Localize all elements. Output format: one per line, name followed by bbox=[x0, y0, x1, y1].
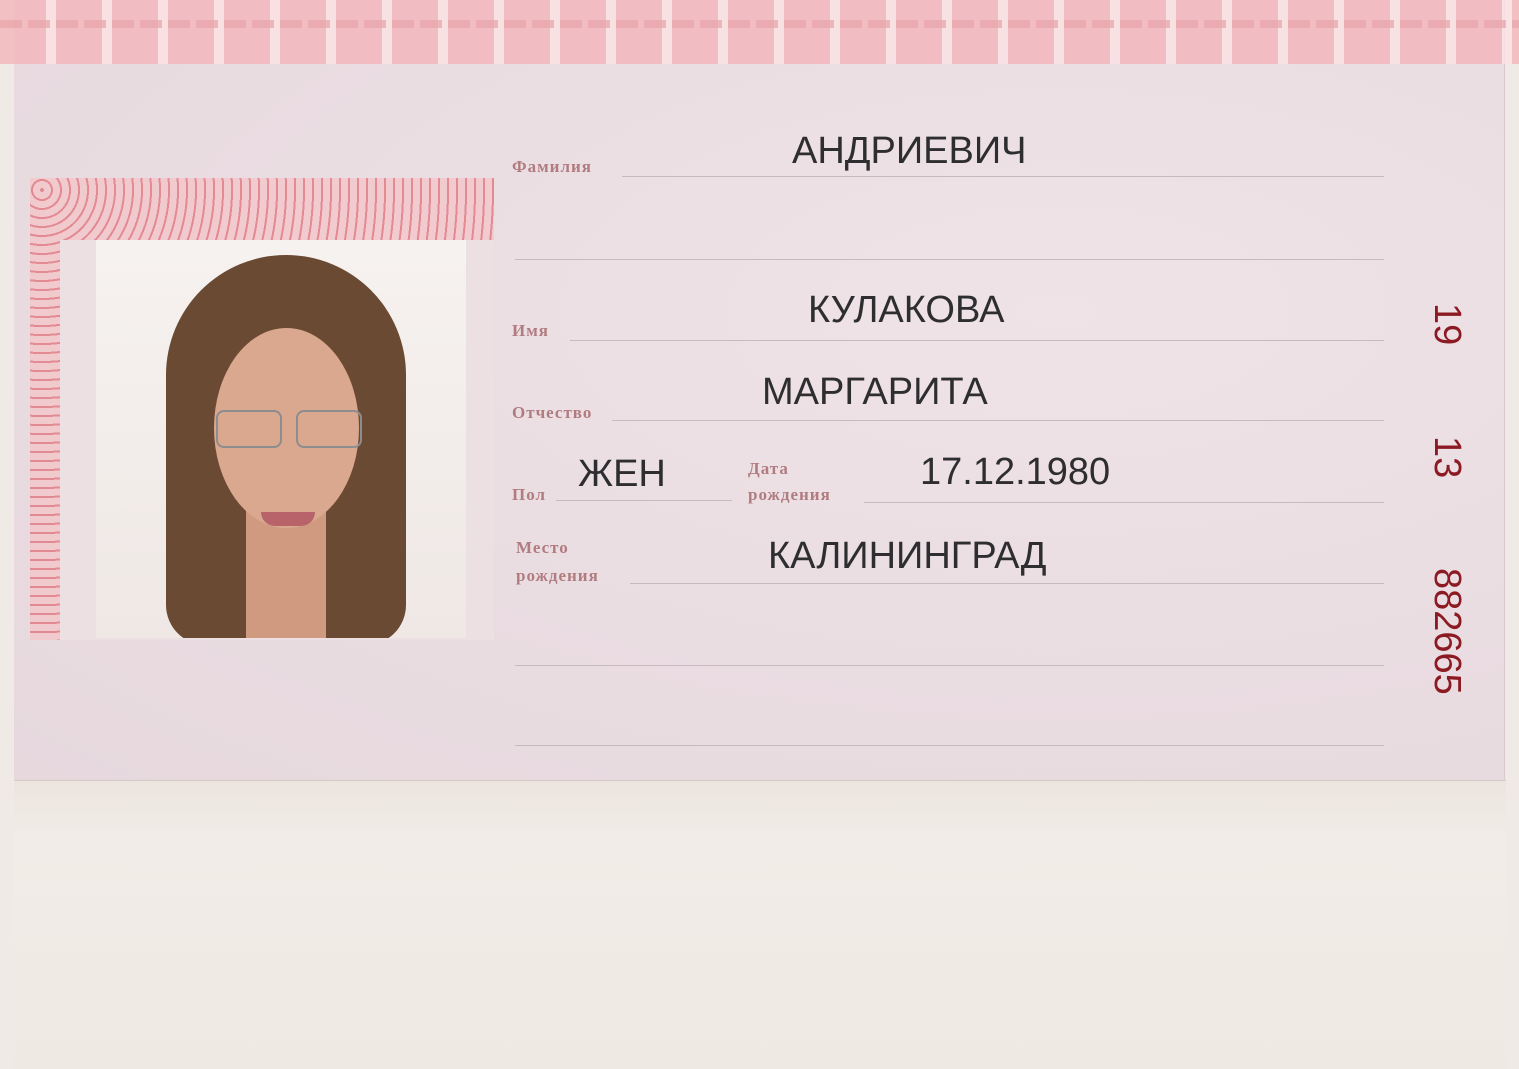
line-name bbox=[570, 340, 1384, 341]
serial-series-a: 19 bbox=[1426, 303, 1468, 346]
serial-series-b: 13 bbox=[1426, 436, 1468, 479]
line-patronymic bbox=[612, 420, 1384, 421]
passport-lower-page bbox=[14, 780, 1506, 1069]
line-extra-3 bbox=[515, 745, 1384, 746]
label-pob-line2: рождения bbox=[516, 566, 599, 585]
label-pob-line1: Место bbox=[516, 538, 569, 557]
line-surname bbox=[622, 176, 1384, 177]
holder-photo bbox=[96, 240, 466, 638]
value-pob: КАЛИНИНГРАД bbox=[768, 535, 1047, 577]
label-dob-line1: Дата bbox=[748, 459, 789, 478]
value-surname: АНДРИЕВИЧ bbox=[792, 130, 1027, 172]
line-dob bbox=[864, 502, 1384, 503]
line-sex bbox=[556, 500, 732, 501]
label-dob-line2: рождения bbox=[748, 485, 831, 504]
photo-glasses bbox=[216, 410, 366, 444]
value-dob: 17.12.1980 bbox=[920, 451, 1111, 493]
label-surname: Фамилия bbox=[512, 157, 593, 176]
line-pob bbox=[630, 583, 1384, 584]
security-band bbox=[0, 0, 1519, 64]
line-extra-2 bbox=[515, 665, 1384, 666]
value-sex: ЖЕН bbox=[578, 453, 666, 495]
label-patronymic: Отчество bbox=[512, 403, 593, 422]
line-extra-1 bbox=[515, 259, 1384, 260]
label-sex: Пол bbox=[512, 485, 547, 504]
photo-smile bbox=[261, 512, 315, 526]
value-name: КУЛАКОВА bbox=[808, 289, 1005, 331]
serial-number: 882665 bbox=[1426, 568, 1468, 695]
value-patronymic: МАРГАРИТА bbox=[762, 371, 988, 413]
label-name: Имя bbox=[512, 321, 549, 340]
